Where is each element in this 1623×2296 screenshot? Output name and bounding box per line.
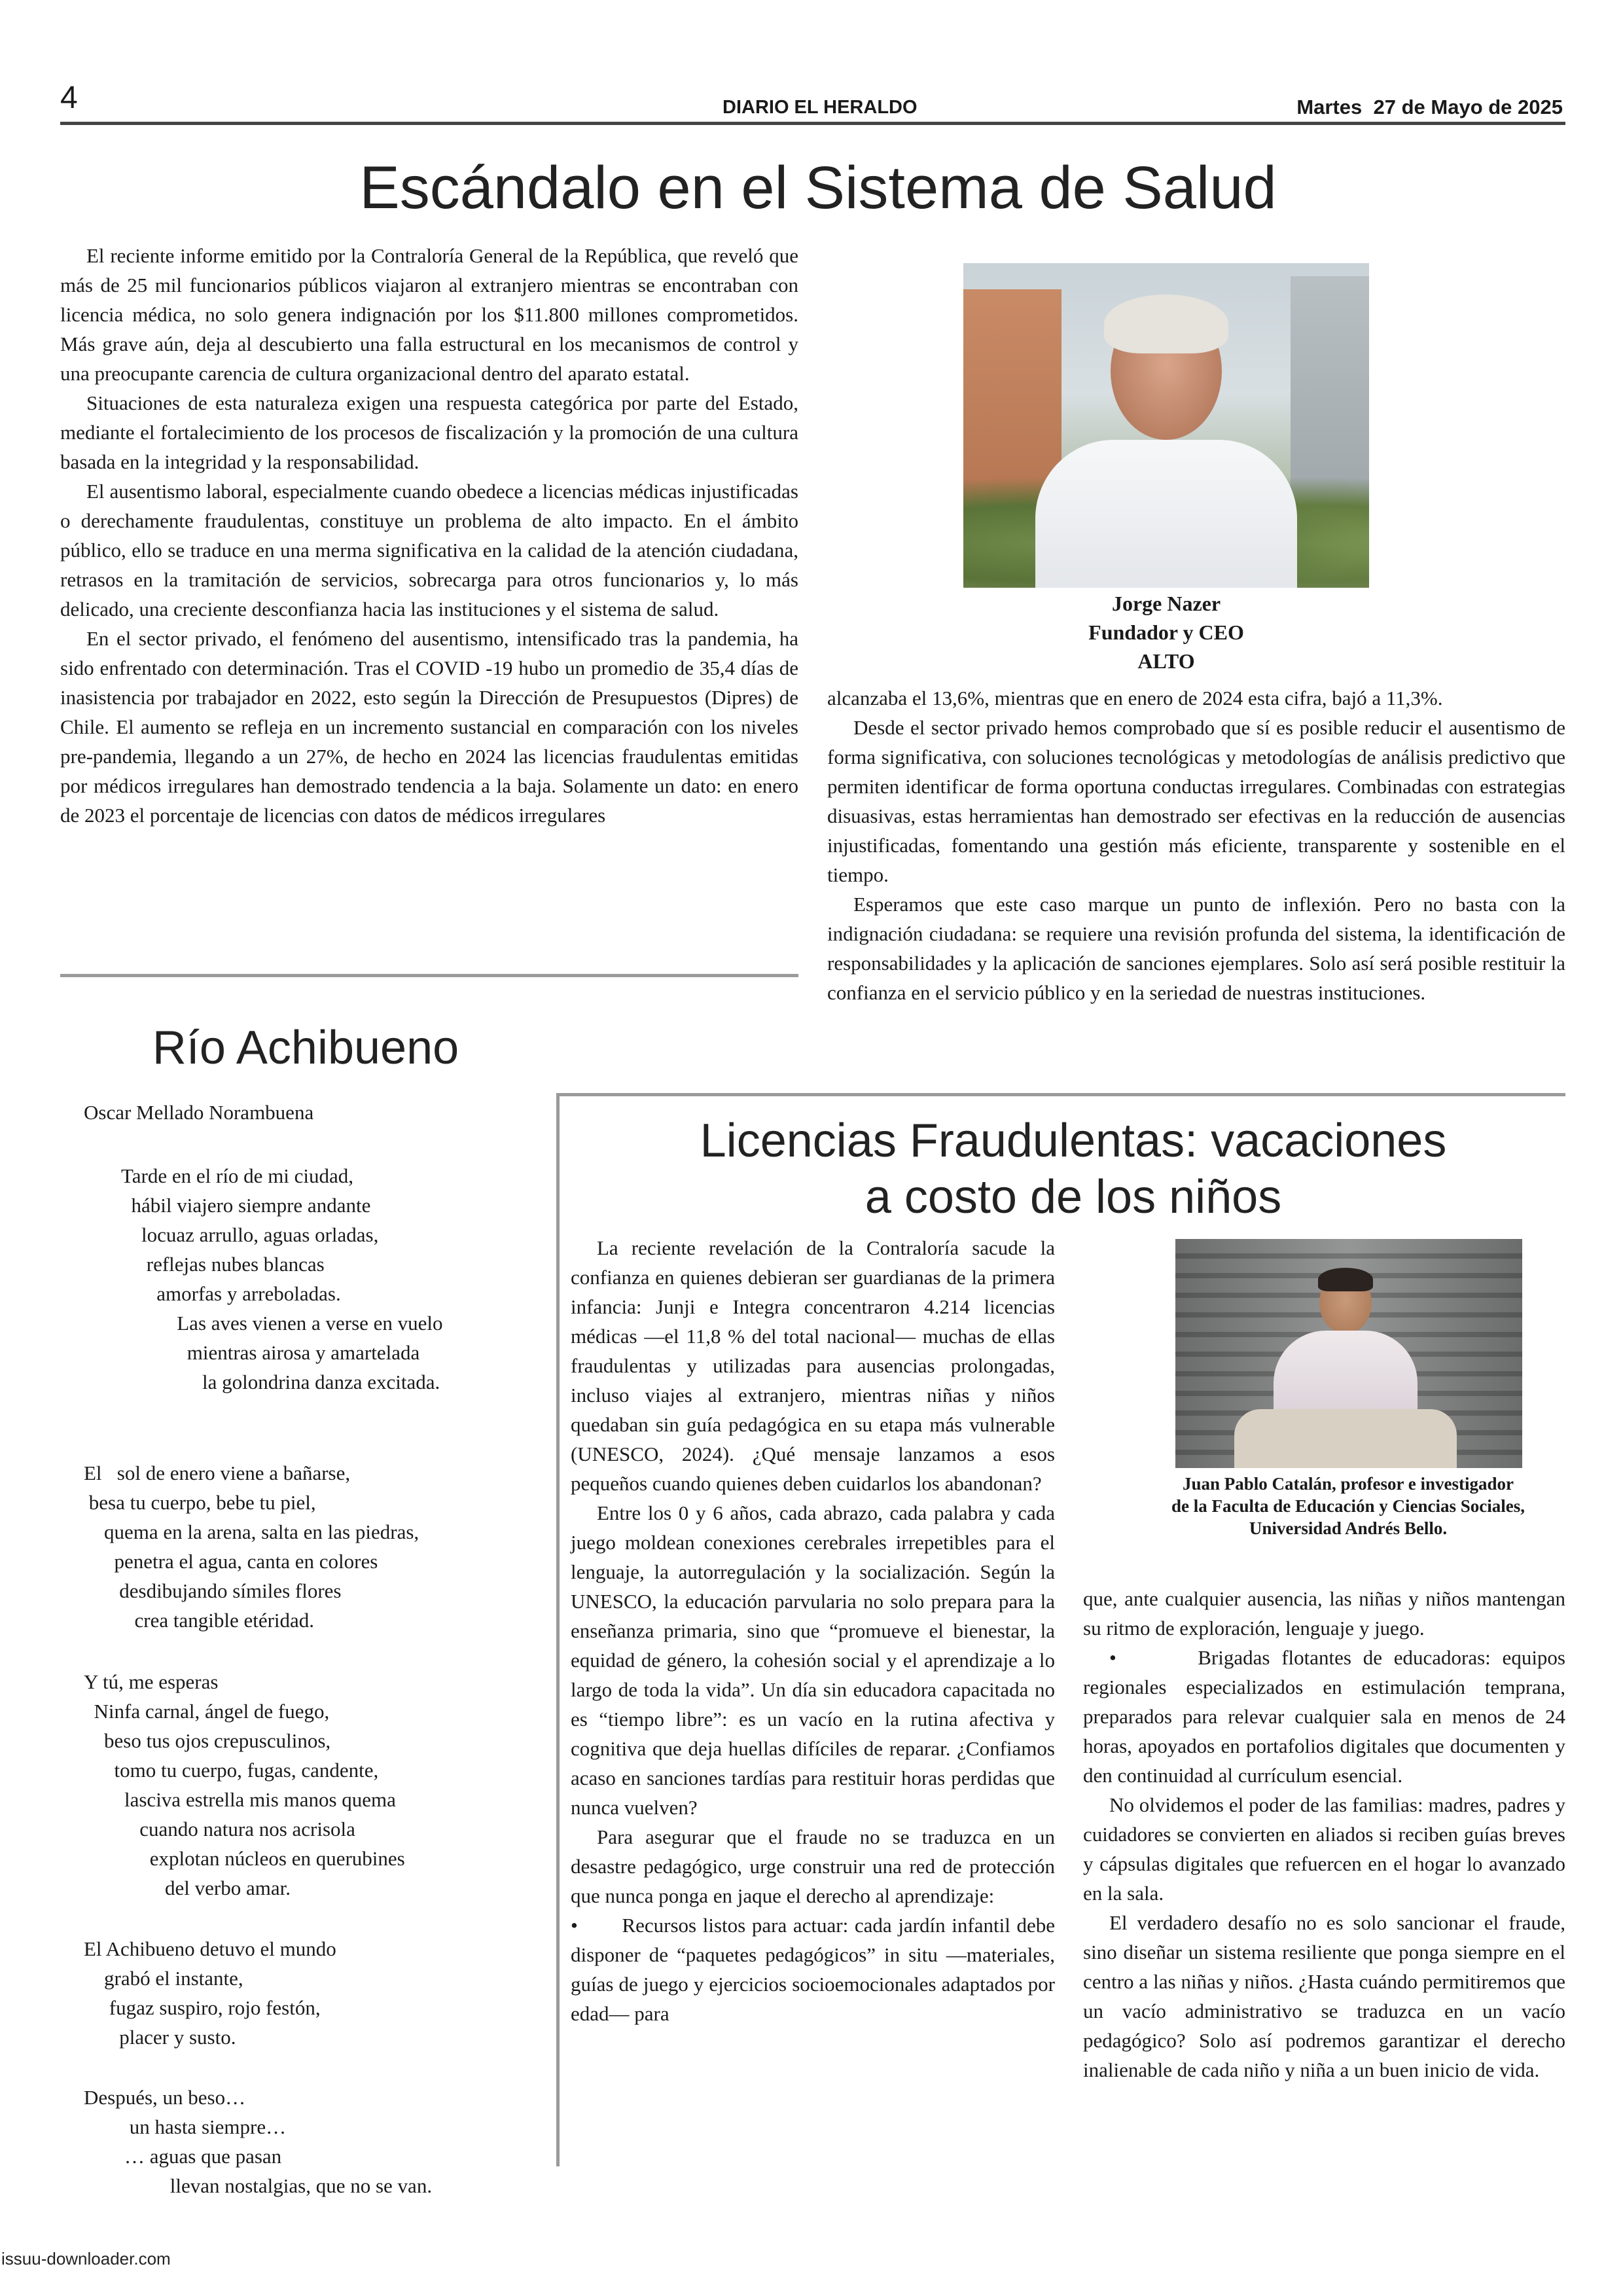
poem-line: Después, un beso… [84,2086,246,2109]
article1-paragraph: Esperamos que este caso marque un punto de inflexión. Pero no basta con la indignación ciudadana: se requiere una revisión profunda del sistema, la identificación de responsabilidades y la aplicación de sanciones ejemplares. Solo así será posible restituir la confianza en el servicio público y en la seriedad de nuestras instituciones. [827,893,1565,1004]
poem-line: amorfas y arreboladas. [121,1282,341,1305]
section-divider-left [60,974,798,977]
poem-line: beso tus ojos crepusculinos, [84,1729,331,1752]
article2-column1 [571,1233,1060,2028]
article2-paragraph: Para asegurar que el fraude no se traduzca en un desastre pedagógico, urge construir una red de protección que nunca ponga en jaque el derecho al aprendizaje: [571,1825,1055,1907]
poem-line: lasciva estrella mis manos quema [84,1788,396,1811]
article1-paragraph: Situaciones de esta naturaleza exigen una respuesta categórica por parte del Estado, mediante el fortalecimiento de los procesos de fiscalización y la promoción de una cultura basada en la integridad y la responsabilidad. [60,391,798,473]
caption-line: de la Faculta de Educación y Ciencias Sociales, [1171,1496,1525,1516]
poem-line: Ninfa carnal, ángel de fuego, [84,1700,330,1723]
article1-column2 [827,683,1565,1007]
article1-paragraph: El reciente informe emitido por la Contraloría General de la República, que reveló que más de 25 mil funcionarios públicos viajaron al extranjero mientras se encontraban con licencia médica, no solo genera indignación por los $11.800 millones comprometidos. Más grave aún, deja al descubierto una falla estructural en los mecanismos de control y una preocupante carencia de cultura organizacional dentro del aparato estatal. [60,244,798,385]
poem-line: El sol de enero viene a bañarse, [84,1462,351,1484]
caption-line: Universidad Andrés Bello. [1249,1518,1448,1538]
poem-stanza-3 [84,1667,405,1903]
article2-paragraph: que, ante cualquier ausencia, las niñas y niños mantengan su ritmo de exploración, lenguaje y juego. [1083,1587,1565,1640]
poem-line: hábil viajero siempre andante [121,1194,371,1217]
article2-paragraph: Entre los 0 y 6 años, cada abrazo, cada palabra y cada juego moldean conexiones cerebrales irrepetibles para el lenguaje, la autorregulación y la socialización. Según la UNESCO, la educación parvularia no solo prepara para la enseñanza primaria, sino que “promueve el bienestar, la equidad de género, la cohesión social y el aprendizaje a lo largo de toda la vida”. Un día sin educadora capacitada no es “tiempo libre”: es un vacío en la rutina afectiva y cognitiva que deja huellas difíciles de reparar. ¿Confiamos acaso en sanciones tardías para restituir horas perdidas que nunca vuelven? [571,1501,1055,1819]
poem-title: Río Achibueno [152,1022,459,1074]
poem-stanza-5 [84,2083,432,2200]
page-number: 4 [60,81,78,115]
poem-line: Tarde en el río de mi ciudad, [121,1164,354,1187]
article2-paragraph: La reciente revelación de la Contraloría sacude la confianza en quienes debieran ser guardianas de la primera infancia: Junji e Integra concentraron 4.214 licencias médicas —el 11,8 % del total nacional— muchas de ellas fraudulentas y utilizadas para ausencias prolongadas, incluso viajes al extranjero, mientras niñas y niños quedaban sin guía pedagógica en su etapa más vulnerable (UNESCO, 2024). ¿Qué mensaje lanzamos a esos pequeños cuando quienes deben cuidarlos los abandonan? [571,1236,1055,1495]
poem-line: cuando natura nos acrisola [84,1818,355,1840]
poem-line: besa tu cuerpo, bebe tu piel, [84,1491,316,1514]
issue-date: Martes 27 de Mayo de 2025 [1296,96,1563,118]
poem-stanza-4 [84,1934,336,2052]
poem-line: mientras airosa y amartelada [121,1341,420,1364]
caption-org: ALTO [1137,649,1195,673]
section-divider-right [556,1093,1565,1096]
poem-line: un hasta siempre… [84,2115,287,2138]
person-legs [1234,1409,1457,1468]
article2-paragraph: El verdadero desafío no es solo sancionar el fraude, sino diseñar un sistema resiliente que ponga siempre en el centro a las niñas y niños. ¿Hasta cuándo permitiremos que un vacío administrativo se traduzca en un vacío pedagógico? Solo así podremos garantizar el derecho inalienable de cada niño y niña a un buen inicio de vida. [1083,1911,1565,2081]
article1-paragraph: El ausentismo laboral, especialmente cuando obedece a licencias médicas injustificadas o derechamente fraudulentas, constituye un problema de alto impacto. En el ámbito público, ello se traduce en una merma significativa en la calidad de la atención ciudadana, retrasos en la tramitación de servicios, sobrecarga para otros funcionarios y, lo más delicado, una creciente desconfianza hacia las instituciones y el sistema de salud. [60,480,798,620]
person-hair [1104,295,1228,353]
header-rule [60,122,1565,125]
juan-pablo-catalan-photo [1175,1239,1522,1468]
poem-line: Las aves vienen a verse en vuelo [121,1312,443,1335]
article2-title-line2: a costo de los niños [865,1171,1282,1223]
article1-paragraph: En el sector privado, el fenómeno del ausentismo, intensificado tras la pandemia, ha sido enfrentado con determinación. Tras el COVID -19 hubo un promedio de 35,4 días de inasistencia por trabajador en 2022, esto según la Dirección de Presupuestos (Dipres) de Chile. El aumento se refleja en un incremento sustancial en comparación con los niveles pre-pandemia, llegando a un 27%, de hecho en 2024 las licencias fraudulentas emitidas por médicos irregulares han demostrado tendencia a la baja. Solamente un dato: en enero de 2023 el porcentaje de licencias con datos de médicos irregulares [60,627,798,827]
article1-title: Escándalo en el Sistema de Salud [359,154,1277,221]
article1-paragraph: Desde el sector privado hemos comprobado que sí es posible reducir el ausentismo de forma significativa, con soluciones tecnológicas y metodologías de análisis predictivo que permiten identificar de forma oportuna conductas irregulares. Combinadas con estrategias disuasivas, estas herramientas han demostrado ser efectivas en la reducción de ausencias injustificadas, fomentando una gestión más eficiente, transparente y sostenible en el tiempo. [827,716,1565,886]
column-divider-vertical [556,1093,560,2166]
newspaper-name: DIARIO EL HERALDO [722,97,918,118]
poem-line: … aguas que pasan [84,2145,282,2168]
poem-line: la golondrina danza excitada. [121,1371,440,1393]
poem-author: Oscar Mellado Norambuena [84,1101,314,1124]
poem-line: explotan núcleos en querubines [84,1847,405,1870]
caption-line: Juan Pablo Catalán, profesor e investigador [1182,1474,1514,1494]
article1-paragraph: alcanzaba el 13,6%, mientras que en enero de 2024 esta cifra, bajó a 11,3%. [827,687,1443,709]
poem-line: fugaz suspiro, rojo festón, [84,1996,321,2019]
watermark: issuu-downloader.com [1,2249,171,2269]
poem-stanza-1 [121,1161,443,1397]
person-hair [1318,1268,1373,1291]
article1-column1 [60,241,798,830]
juan-pablo-caption [1073,1473,1623,1539]
poem-line: locuaz arrullo, aguas orladas, [121,1223,379,1246]
poem-line: grabó el instante, [84,1967,243,1990]
poem-line: tomo tu cuerpo, fugas, candente, [84,1759,379,1782]
person-shirt [1035,440,1297,588]
poem-line: penetra el agua, canta en colores [84,1550,378,1573]
poem-line: llevan nostalgias, que no se van. [84,2174,433,2197]
poem-line: El Achibueno detuvo el mundo [84,1937,336,1960]
article2-title-line1: Licencias Fraudulentas: vacaciones [700,1115,1447,1167]
caption-name: Jorge Nazer [1111,592,1221,615]
poem-line: desdibujando símiles flores [84,1579,342,1602]
jorge-nazer-photo [963,263,1369,588]
poem-stanza-2 [84,1458,419,1635]
article2-paragraph: No olvidemos el poder de las familias: madres, padres y cuidadores se convierten en aliados si reciben guías breves y cápsulas digitales que refuercen en el hogar lo avanzado en la sala. [1083,1793,1565,1905]
poem-line: crea tangible etéridad. [84,1609,315,1632]
article2-bullet: • Brigadas flotantes de educadoras: equipos regionales especializados en estimulación temprana, preparados para relevar cualquier sala en menos de 24 horas, apoyados en portafolios digitales que documenten y den continuidad al currículum esencial. [1083,1646,1571,1787]
poem-line: quema en la arena, salta en las piedras, [84,1520,419,1543]
caption-role: Fundador y CEO [1088,620,1244,644]
article2-bullet: • Recursos listos para actuar: cada jardín infantil debe disponer de “paquetes pedagógicos” in situ —materiales, guías de juego y ejercicios socioemocionales adaptados por edad— para [571,1914,1060,2025]
article2-title [589,1113,1558,1225]
jorge-nazer-caption [963,589,1369,675]
article2-column2 [1083,1584,1571,2085]
poem-line: reflejas nubes blancas [121,1253,325,1276]
poem-line: del verbo amar. [84,1876,291,1899]
poem-line: placer y susto. [84,2026,236,2049]
poem-line: Y tú, me esperas [84,1670,219,1693]
